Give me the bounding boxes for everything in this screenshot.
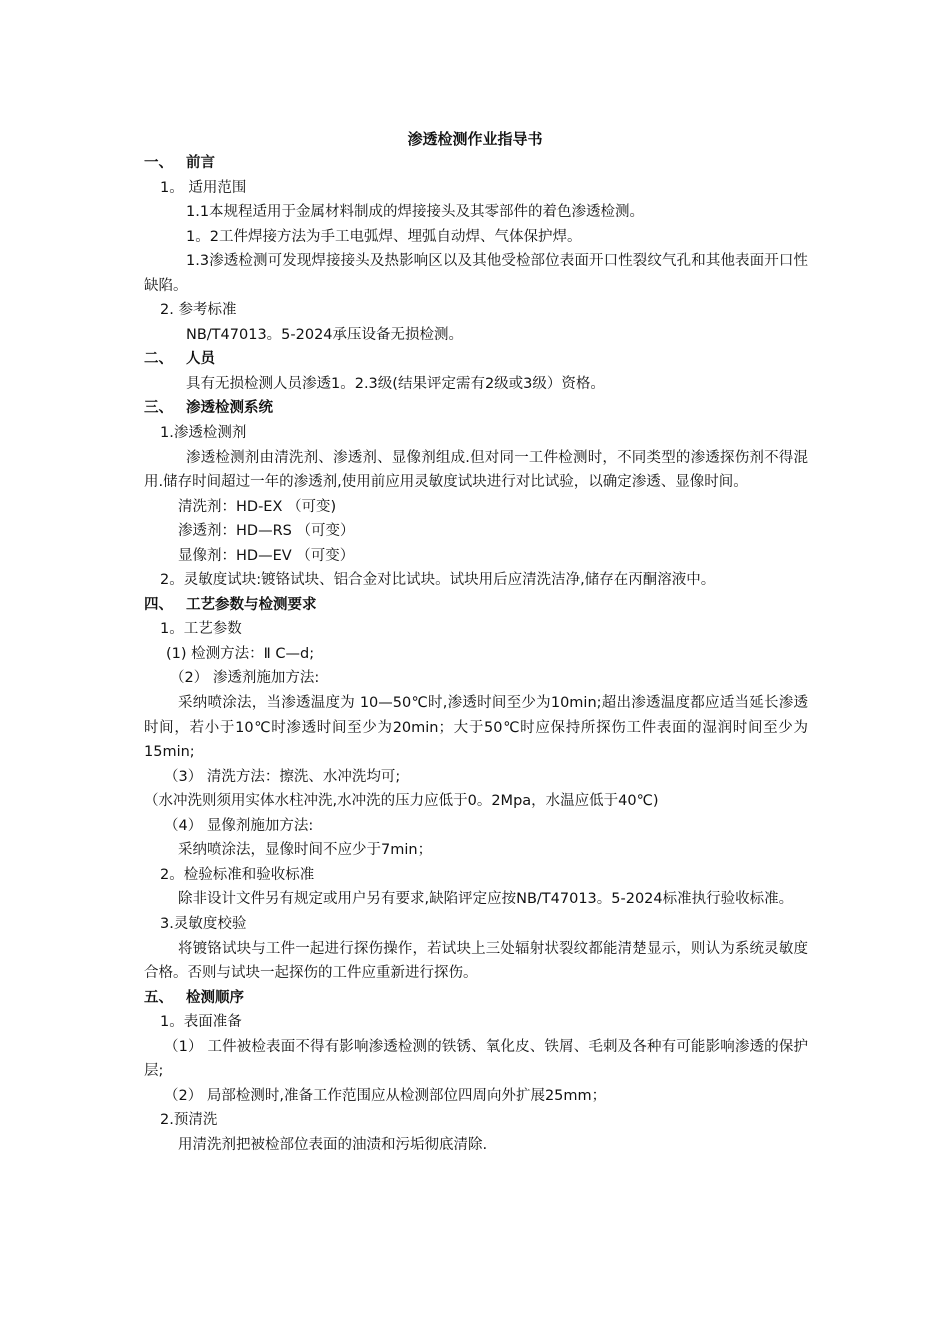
paragraph: 采纳喷涂法，当渗透温度为 10—50℃时,渗透时间至少为10min;超出渗透温度都应适当延长渗透时间，若小于10℃时渗透时间至少为20min；大于50℃时应保持所探伤工件表面的湿润时间至少为15min;	[144, 695, 808, 761]
paragraph: 1.3渗透检测可发现焊接接头及热影响区以及其他受检部位表面开口性裂纹气孔和其他表面开口性缺陷。	[144, 253, 808, 294]
paragraph: 将镀铬试块与工件一起进行探伤操作，若试块上三处辐射状裂纹都能清楚显示，则认为系统灵敏度合格。否则与试块一起探伤的工件应重新进行探伤。	[144, 940, 808, 982]
subsection-heading: 2.预清洗	[160, 1112, 218, 1129]
subsection-heading: 3.灵敏度校验	[160, 915, 247, 932]
list-item: （4） 显像剂施加方法:	[164, 817, 314, 834]
paragraph: 用清洗剂把被检部位表面的油渍和污垢彻底清除.	[178, 1136, 488, 1153]
list-item: （3） 清洗方法：擦洗、水冲洗均可;	[164, 768, 401, 785]
section-title: 渗透检测系统	[186, 400, 273, 417]
document-body	[144, 151, 808, 1157]
subsection-heading: 1。 适用范围	[160, 179, 247, 196]
subsection-heading: 2。检验标准和验收标准	[160, 866, 315, 883]
section-number: 一、	[144, 155, 173, 171]
section-heading-3	[144, 396, 808, 421]
list-item: （2） 渗透剂施加方法:	[170, 670, 320, 687]
section-heading-2	[144, 347, 808, 372]
paragraph: 除非设计文件另有规定或用户另有要求,缺陷评定应按NB/T47013。5-2024标准执行验收标准。	[178, 891, 794, 908]
list-item: (1) 检测方法：Ⅱ C—d;	[166, 645, 315, 662]
section-heading-1	[144, 151, 808, 176]
list-item: 显像剂：HD—EV （可变）	[178, 547, 355, 564]
section-heading-4	[144, 593, 808, 618]
paragraph: 1.1本规程适用于金属材料制成的焊接接头及其零部件的着色渗透检测。	[186, 204, 645, 221]
paragraph: 渗透检测剂由清洗剂、渗透剂、显像剂组成.但对同一工件检测时，不同类型的渗透探伤剂不得混用.储存时间超过一年的渗透剂,使用前应用灵敏度试块进行对比试验，以确定渗透、显像时间。	[144, 449, 808, 491]
list-item: （2） 局部检测时,准备工作范围应从检测部位四周向外扩展25mm；	[164, 1087, 607, 1104]
document-title: 渗透检测作业指导书	[407, 130, 543, 148]
list-item: （1） 工件被检表面不得有影响渗透检测的铁锈、氧化皮、铁屑、毛刺及各种有可能影响渗透的保护层;	[144, 1038, 808, 1080]
subsection-heading: 1。工艺参数	[160, 621, 242, 638]
section-number: 三、	[144, 400, 173, 417]
paragraph: 采纳喷涂法，显像时间不应少于7min；	[178, 842, 433, 859]
subsection-heading: 1。表面准备	[160, 1014, 242, 1031]
subsection-heading: 2。灵敏度试块:镀铬试块、铝合金对比试块。试块用后应清洗洁净,储存在丙酮溶液中。	[160, 572, 716, 589]
section-number: 二、	[144, 351, 173, 368]
list-item: 清洗剂：HD-EX （可变)	[178, 498, 337, 515]
section-number: 四、	[144, 596, 173, 613]
section-title: 工艺参数与检测要求	[186, 596, 317, 613]
section-title: 人员	[186, 351, 215, 368]
paragraph: （水冲洗则须用实体水柱冲洗,水冲洗的压力应低于0。2Mpa，水温应低于40℃)	[144, 793, 659, 810]
subsection-heading: 2. 参考标准	[160, 302, 237, 319]
section-heading-5	[144, 986, 808, 1011]
section-title: 前言	[186, 155, 215, 171]
paragraph: 具有无损检测人员渗透1。2.3级(结果评定需有2级或3级）资格。	[186, 375, 605, 392]
paragraph: NB/T47013。5-2024承压设备无损检测。	[186, 326, 464, 343]
paragraph: 1。2工件焊接方法为手工电弧焊、埋弧自动焊、气体保护焊。	[186, 228, 582, 245]
section-number: 五、	[144, 989, 173, 1006]
list-item: 渗透剂：HD—RS （可变）	[178, 523, 355, 540]
section-title: 检测顺序	[186, 989, 244, 1006]
subsection-heading: 1.渗透检测剂	[160, 425, 247, 442]
